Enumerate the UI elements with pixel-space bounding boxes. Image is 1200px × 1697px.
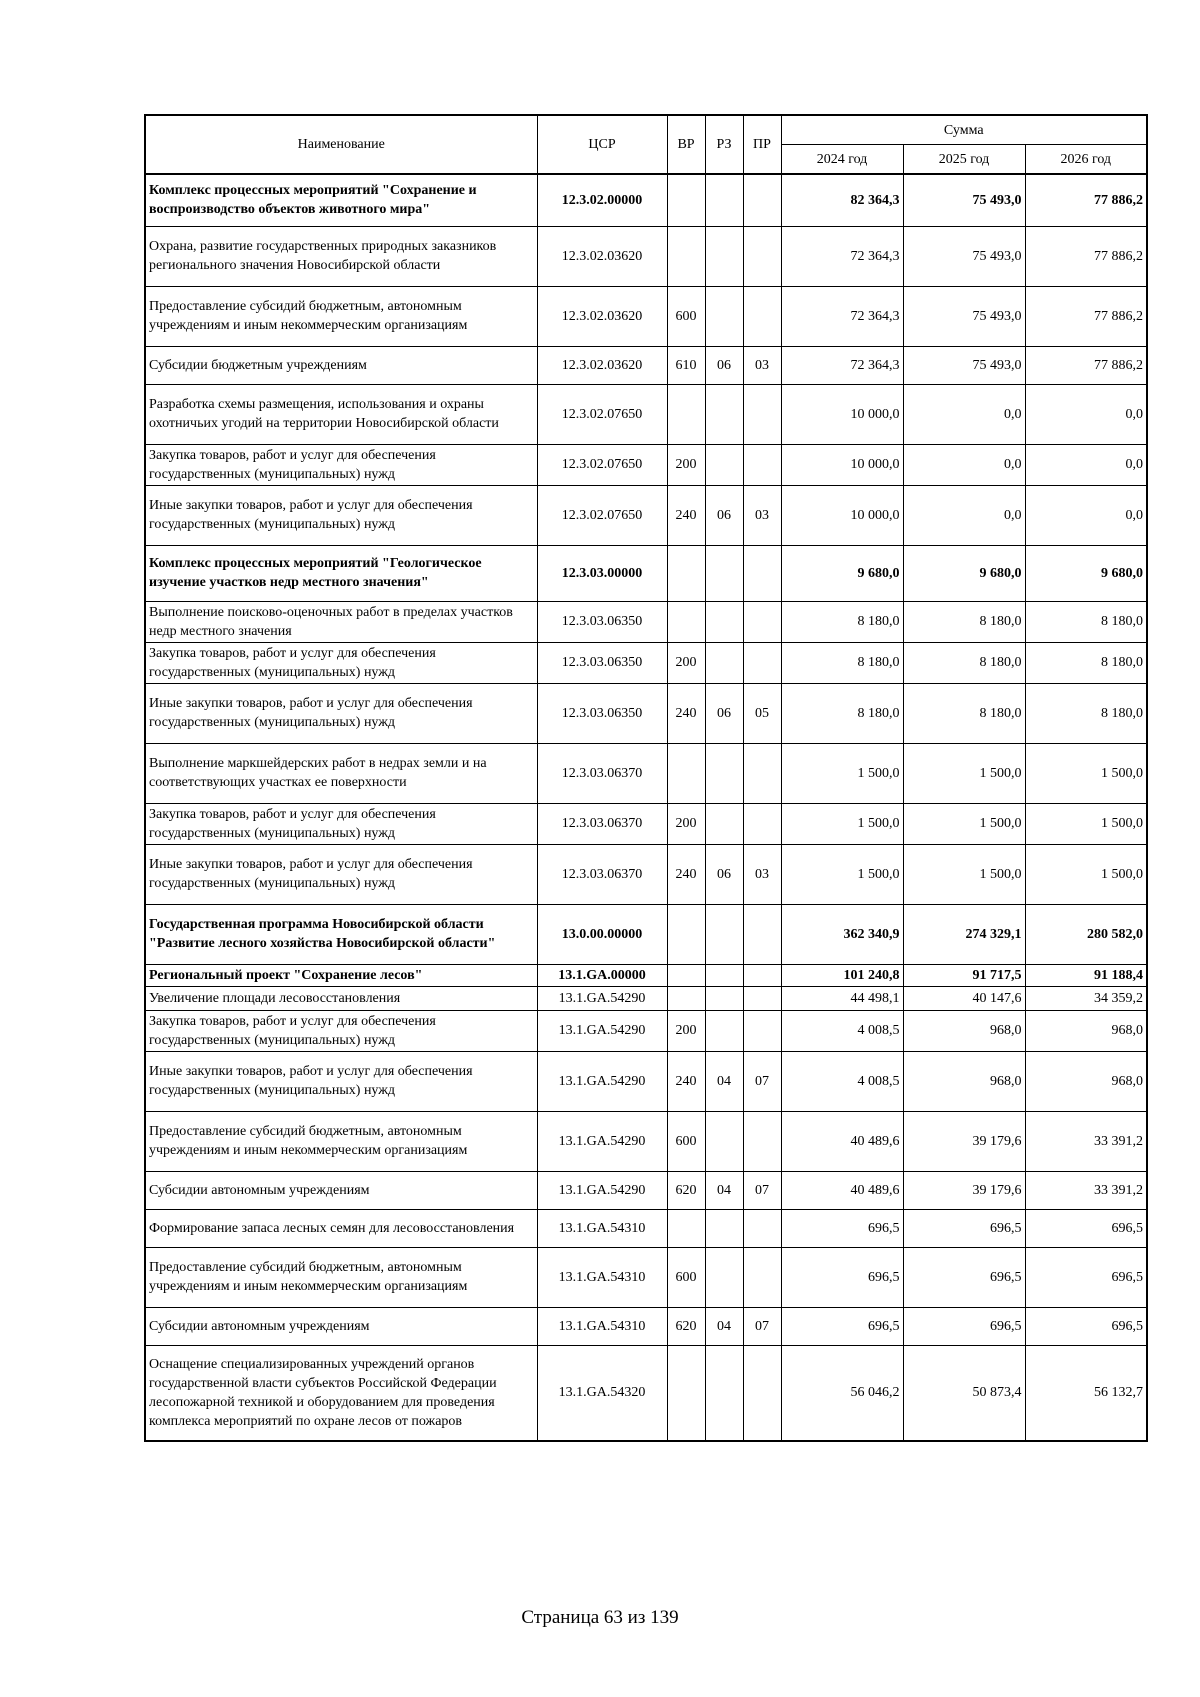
row-name: Предоставление субсидий бюджетным, автономным учреждениям и иным некоммерческим организациям [145, 286, 537, 346]
row-vr [667, 384, 705, 444]
row-rz [705, 601, 743, 642]
row-vr [667, 964, 705, 986]
row-vr: 240 [667, 1051, 705, 1111]
row-amount-2024: 696,5 [781, 1247, 903, 1307]
row-amount-2026: 0,0 [1025, 485, 1147, 545]
header-year-2026: 2026 год [1025, 145, 1147, 175]
row-pr [743, 286, 781, 346]
table-body [145, 174, 1147, 1441]
row-vr: 200 [667, 444, 705, 485]
row-vr [667, 1345, 705, 1441]
row-vr: 610 [667, 346, 705, 384]
row-amount-2026: 696,5 [1025, 1307, 1147, 1345]
row-rz [705, 1111, 743, 1171]
row-amount-2025: 75 493,0 [903, 286, 1025, 346]
row-amount-2025: 696,5 [903, 1209, 1025, 1247]
row-amount-2025: 39 179,6 [903, 1171, 1025, 1209]
row-amount-2026: 8 180,0 [1025, 642, 1147, 683]
row-vr [667, 226, 705, 286]
header-rz: РЗ [705, 115, 743, 174]
row-rz [705, 226, 743, 286]
table-row [145, 444, 1147, 485]
row-csr: 12.3.03.00000 [537, 545, 667, 601]
row-rz [705, 286, 743, 346]
row-csr: 13.1.GA.54320 [537, 1345, 667, 1441]
row-amount-2025: 968,0 [903, 1010, 1025, 1051]
header-year-2025: 2025 год [903, 145, 1025, 175]
row-csr: 12.3.03.06370 [537, 844, 667, 904]
row-name: Охрана, развитие государственных природных заказников регионального значения Новосибирской области [145, 226, 537, 286]
row-vr: 600 [667, 286, 705, 346]
table-row [145, 1345, 1147, 1441]
row-csr: 12.3.03.06350 [537, 683, 667, 743]
row-rz: 06 [705, 683, 743, 743]
row-csr: 12.3.03.06350 [537, 642, 667, 683]
row-amount-2026: 8 180,0 [1025, 601, 1147, 642]
row-amount-2025: 75 493,0 [903, 174, 1025, 226]
row-amount-2024: 40 489,6 [781, 1171, 903, 1209]
row-pr [743, 1247, 781, 1307]
row-amount-2025: 1 500,0 [903, 803, 1025, 844]
row-amount-2024: 10 000,0 [781, 485, 903, 545]
row-name: Субсидии автономным учреждениям [145, 1171, 537, 1209]
row-vr [667, 174, 705, 226]
row-rz [705, 1345, 743, 1441]
row-csr: 13.1.GA.54290 [537, 986, 667, 1010]
row-pr [743, 1010, 781, 1051]
row-amount-2024: 4 008,5 [781, 1010, 903, 1051]
row-name: Закупка товаров, работ и услуг для обеспечения государственных (муниципальных) нужд [145, 1010, 537, 1051]
row-amount-2024: 72 364,3 [781, 346, 903, 384]
row-rz [705, 642, 743, 683]
row-name: Формирование запаса лесных семян для лесовосстановления [145, 1209, 537, 1247]
table-row [145, 485, 1147, 545]
header-sum: Сумма [781, 115, 1147, 145]
row-amount-2026: 696,5 [1025, 1247, 1147, 1307]
row-csr: 13.1.GA.00000 [537, 964, 667, 986]
row-vr [667, 1209, 705, 1247]
header-pr: ПР [743, 115, 781, 174]
header-csr: ЦСР [537, 115, 667, 174]
row-rz [705, 1209, 743, 1247]
row-csr: 13.1.GA.54290 [537, 1111, 667, 1171]
row-vr [667, 986, 705, 1010]
row-rz [705, 1010, 743, 1051]
row-csr: 12.3.02.03620 [537, 226, 667, 286]
table-row [145, 384, 1147, 444]
row-csr: 13.1.GA.54290 [537, 1010, 667, 1051]
row-amount-2026: 56 132,7 [1025, 1345, 1147, 1441]
table-row [145, 601, 1147, 642]
row-amount-2024: 696,5 [781, 1307, 903, 1345]
row-amount-2025: 0,0 [903, 384, 1025, 444]
row-name: Оснащение специализированных учреждений органов государственной власти субъектов Российской Федерации лесопожарной техникой и оборудованием для проведения комплекса мероприятий по охране лесов от пожаров [145, 1345, 537, 1441]
row-pr [743, 1209, 781, 1247]
table-header [145, 115, 1147, 174]
row-vr: 200 [667, 642, 705, 683]
row-amount-2026: 9 680,0 [1025, 545, 1147, 601]
table-row [145, 904, 1147, 964]
row-pr: 07 [743, 1051, 781, 1111]
row-amount-2025: 696,5 [903, 1247, 1025, 1307]
row-amount-2026: 0,0 [1025, 444, 1147, 485]
table-row [145, 1171, 1147, 1209]
row-name: Комплекс процессных мероприятий "Геологическое изучение участков недр местного значения" [145, 545, 537, 601]
table-row [145, 226, 1147, 286]
row-pr: 03 [743, 844, 781, 904]
row-rz [705, 384, 743, 444]
row-amount-2025: 0,0 [903, 444, 1025, 485]
row-rz [705, 444, 743, 485]
row-amount-2025: 1 500,0 [903, 743, 1025, 803]
row-pr [743, 986, 781, 1010]
row-amount-2026: 33 391,2 [1025, 1111, 1147, 1171]
row-rz [705, 1247, 743, 1307]
row-vr: 620 [667, 1171, 705, 1209]
row-amount-2024: 8 180,0 [781, 683, 903, 743]
row-amount-2026: 1 500,0 [1025, 803, 1147, 844]
header-vr: ВР [667, 115, 705, 174]
row-pr [743, 174, 781, 226]
row-amount-2025: 8 180,0 [903, 683, 1025, 743]
row-pr [743, 964, 781, 986]
row-amount-2026: 1 500,0 [1025, 844, 1147, 904]
row-pr: 03 [743, 485, 781, 545]
row-amount-2025: 9 680,0 [903, 545, 1025, 601]
table-row [145, 642, 1147, 683]
table-row [145, 844, 1147, 904]
row-amount-2025: 75 493,0 [903, 226, 1025, 286]
table-row [145, 1247, 1147, 1307]
row-amount-2025: 968,0 [903, 1051, 1025, 1111]
row-rz: 04 [705, 1051, 743, 1111]
table-row [145, 1307, 1147, 1345]
row-pr [743, 1111, 781, 1171]
row-amount-2024: 1 500,0 [781, 844, 903, 904]
row-amount-2026: 77 886,2 [1025, 346, 1147, 384]
row-amount-2025: 8 180,0 [903, 642, 1025, 683]
table-row [145, 346, 1147, 384]
row-vr [667, 743, 705, 803]
row-name: Иные закупки товаров, работ и услуг для обеспечения государственных (муниципальных) нужд [145, 683, 537, 743]
row-name: Предоставление субсидий бюджетным, автономным учреждениям и иным некоммерческим организациям [145, 1111, 537, 1171]
row-csr: 12.3.02.07650 [537, 444, 667, 485]
row-amount-2025: 91 717,5 [903, 964, 1025, 986]
row-amount-2024: 9 680,0 [781, 545, 903, 601]
row-amount-2026: 0,0 [1025, 384, 1147, 444]
row-csr: 12.3.03.06370 [537, 743, 667, 803]
row-pr [743, 444, 781, 485]
row-csr: 13.1.GA.54290 [537, 1171, 667, 1209]
row-pr: 03 [743, 346, 781, 384]
row-csr: 12.3.02.07650 [537, 485, 667, 545]
row-amount-2025: 0,0 [903, 485, 1025, 545]
row-amount-2026: 77 886,2 [1025, 286, 1147, 346]
row-name: Увеличение площади лесовосстановления [145, 986, 537, 1010]
row-csr: 13.1.GA.54310 [537, 1247, 667, 1307]
table-row [145, 683, 1147, 743]
row-amount-2026: 1 500,0 [1025, 743, 1147, 803]
row-csr: 12.3.02.03620 [537, 286, 667, 346]
row-vr: 240 [667, 844, 705, 904]
row-amount-2026: 8 180,0 [1025, 683, 1147, 743]
row-amount-2024: 4 008,5 [781, 1051, 903, 1111]
row-rz [705, 174, 743, 226]
row-csr: 12.3.03.06370 [537, 803, 667, 844]
row-name: Закупка товаров, работ и услуг для обеспечения государственных (муниципальных) нужд [145, 803, 537, 844]
row-name: Предоставление субсидий бюджетным, автономным учреждениям и иным некоммерческим организациям [145, 1247, 537, 1307]
row-amount-2024: 1 500,0 [781, 743, 903, 803]
row-amount-2026: 280 582,0 [1025, 904, 1147, 964]
row-name: Выполнение маркшейдерских работ в недрах земли и на соответствующих участках ее поверхности [145, 743, 537, 803]
row-rz [705, 743, 743, 803]
row-pr [743, 545, 781, 601]
row-rz [705, 803, 743, 844]
row-vr: 620 [667, 1307, 705, 1345]
row-amount-2026: 91 188,4 [1025, 964, 1147, 986]
row-csr: 12.3.02.03620 [537, 346, 667, 384]
row-amount-2026: 696,5 [1025, 1209, 1147, 1247]
row-amount-2026: 33 391,2 [1025, 1171, 1147, 1209]
row-amount-2024: 10 000,0 [781, 384, 903, 444]
table-row [145, 174, 1147, 226]
row-rz [705, 964, 743, 986]
row-vr: 600 [667, 1247, 705, 1307]
row-name: Региональный проект "Сохранение лесов" [145, 964, 537, 986]
row-amount-2024: 362 340,9 [781, 904, 903, 964]
row-pr: 05 [743, 683, 781, 743]
row-name: Иные закупки товаров, работ и услуг для обеспечения государственных (муниципальных) нужд [145, 844, 537, 904]
row-rz: 04 [705, 1307, 743, 1345]
row-name: Субсидии бюджетным учреждениям [145, 346, 537, 384]
table-row [145, 743, 1147, 803]
row-pr [743, 803, 781, 844]
row-amount-2024: 72 364,3 [781, 226, 903, 286]
row-rz [705, 545, 743, 601]
header-year-2024: 2024 год [781, 145, 903, 175]
budget-table [144, 114, 1148, 1442]
row-name: Закупка товаров, работ и услуг для обеспечения государственных (муниципальных) нужд [145, 642, 537, 683]
row-csr: 12.3.02.00000 [537, 174, 667, 226]
row-amount-2025: 1 500,0 [903, 844, 1025, 904]
row-pr: 07 [743, 1307, 781, 1345]
row-csr: 12.3.03.06350 [537, 601, 667, 642]
row-pr [743, 904, 781, 964]
row-csr: 13.0.00.00000 [537, 904, 667, 964]
row-amount-2026: 968,0 [1025, 1051, 1147, 1111]
row-amount-2024: 40 489,6 [781, 1111, 903, 1171]
table-row [145, 545, 1147, 601]
row-csr: 13.1.GA.54310 [537, 1307, 667, 1345]
row-amount-2024: 56 046,2 [781, 1345, 903, 1441]
table-row [145, 803, 1147, 844]
row-csr: 13.1.GA.54310 [537, 1209, 667, 1247]
row-amount-2024: 82 364,3 [781, 174, 903, 226]
row-csr: 12.3.02.07650 [537, 384, 667, 444]
row-vr: 200 [667, 803, 705, 844]
row-amount-2024: 10 000,0 [781, 444, 903, 485]
row-pr [743, 601, 781, 642]
row-amount-2024: 72 364,3 [781, 286, 903, 346]
row-amount-2026: 34 359,2 [1025, 986, 1147, 1010]
row-pr [743, 642, 781, 683]
row-amount-2025: 274 329,1 [903, 904, 1025, 964]
table-row [145, 1209, 1147, 1247]
row-pr [743, 1345, 781, 1441]
row-rz: 06 [705, 346, 743, 384]
row-rz [705, 986, 743, 1010]
page-number: Страница 63 из 139 [521, 1607, 679, 1628]
table-row [145, 1051, 1147, 1111]
row-amount-2024: 696,5 [781, 1209, 903, 1247]
row-csr: 13.1.GA.54290 [537, 1051, 667, 1111]
row-amount-2025: 75 493,0 [903, 346, 1025, 384]
table-row [145, 964, 1147, 986]
row-name: Иные закупки товаров, работ и услуг для обеспечения государственных (муниципальных) нужд [145, 1051, 537, 1111]
row-name: Разработка схемы размещения, использования и охраны охотничьих угодий на территории Новосибирской области [145, 384, 537, 444]
row-vr: 240 [667, 485, 705, 545]
row-amount-2024: 8 180,0 [781, 601, 903, 642]
table-row [145, 1111, 1147, 1171]
row-pr [743, 384, 781, 444]
row-amount-2025: 50 873,4 [903, 1345, 1025, 1441]
row-amount-2026: 77 886,2 [1025, 174, 1147, 226]
table-row [145, 286, 1147, 346]
row-vr [667, 545, 705, 601]
row-vr: 600 [667, 1111, 705, 1171]
row-vr: 200 [667, 1010, 705, 1051]
row-vr [667, 904, 705, 964]
row-amount-2025: 696,5 [903, 1307, 1025, 1345]
row-amount-2024: 44 498,1 [781, 986, 903, 1010]
row-name: Комплекс процессных мероприятий "Сохранение и воспроизводство объектов животного мира" [145, 174, 537, 226]
row-amount-2024: 1 500,0 [781, 803, 903, 844]
row-vr: 240 [667, 683, 705, 743]
row-pr: 07 [743, 1171, 781, 1209]
row-amount-2026: 77 886,2 [1025, 226, 1147, 286]
row-amount-2026: 968,0 [1025, 1010, 1147, 1051]
table-row [145, 1010, 1147, 1051]
row-amount-2024: 101 240,8 [781, 964, 903, 986]
row-rz: 04 [705, 1171, 743, 1209]
row-amount-2025: 8 180,0 [903, 601, 1025, 642]
row-rz [705, 904, 743, 964]
row-name: Выполнение поисково-оценочных работ в пределах участков недр местного значения [145, 601, 537, 642]
header-name: Наименование [145, 115, 537, 174]
row-name: Государственная программа Новосибирской области "Развитие лесного хозяйства Новосибирской области" [145, 904, 537, 964]
row-name: Иные закупки товаров, работ и услуг для обеспечения государственных (муниципальных) нужд [145, 485, 537, 545]
row-amount-2025: 39 179,6 [903, 1111, 1025, 1171]
row-pr [743, 226, 781, 286]
row-amount-2024: 8 180,0 [781, 642, 903, 683]
row-vr [667, 601, 705, 642]
table-row [145, 986, 1147, 1010]
row-amount-2025: 40 147,6 [903, 986, 1025, 1010]
row-name: Субсидии автономным учреждениям [145, 1307, 537, 1345]
row-name: Закупка товаров, работ и услуг для обеспечения государственных (муниципальных) нужд [145, 444, 537, 485]
row-pr [743, 743, 781, 803]
row-rz: 06 [705, 485, 743, 545]
row-rz: 06 [705, 844, 743, 904]
